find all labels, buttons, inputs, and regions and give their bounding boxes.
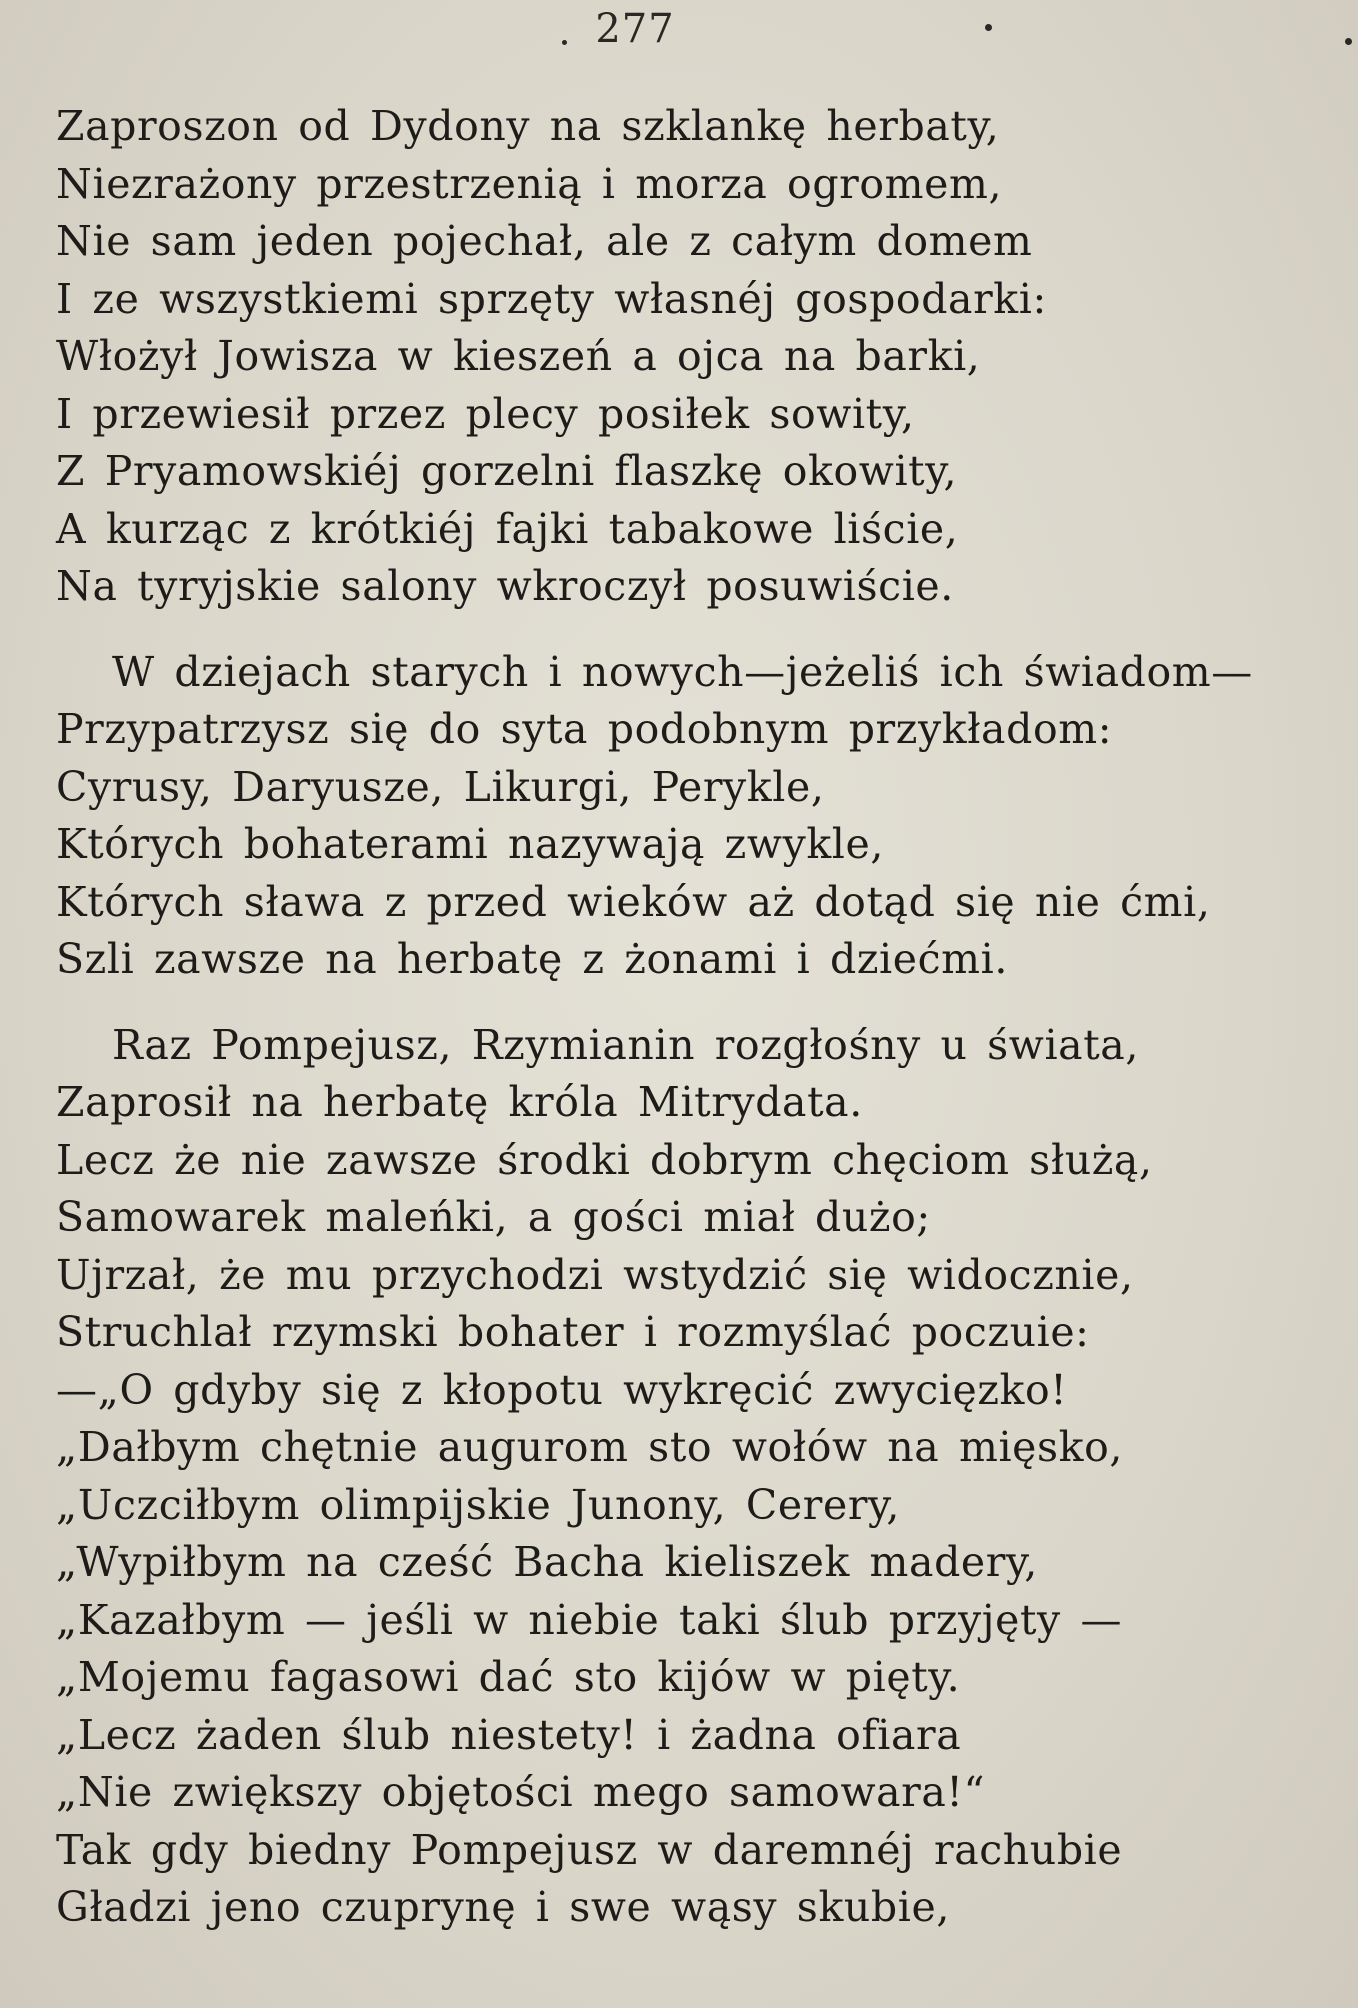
verse-line: Lecz że nie zawsze środki dobrym chęciom służą, [56,1135,1153,1184]
verse-line: „Nie zwiększy objętości mego samowara!“ [56,1768,986,1816]
verse-line: Na tyryjskie salony wkroczył posuwiście. [56,562,954,610]
verse-line: Ujrzał, że mu przychodzi wstydzić się widocznie, [56,1250,1134,1299]
verse-line: Zaprosił na herbatę króla Mitrydata. [56,1078,863,1126]
verse-line: „Lecz żaden ślub niestety! i żadna ofiara [56,1710,962,1759]
page-number: 277 [595,6,675,52]
verse-line: Z Pryamowskiéj gorzelni flaszkę okowity, [56,447,958,495]
verse-line: Włożył Jowisza w kieszeń a ojca na barki, [56,332,981,380]
verse-line: Których bohaterami nazywają zwykle, [56,820,884,868]
verse-line: Raz Pompejusz, Rzymianin rozgłośny u świata, [112,1020,1139,1069]
verse-line: Przypatrzysz się do syta podobnym przykładom: [56,705,1113,753]
ink-speck [562,40,567,45]
verse-line: —„O gdyby się z kłopotu wykręcić zwycięzko! [56,1365,1068,1414]
verse-line: Których sława z przed wieków aż dotąd się nie ćmi, [56,877,1211,926]
verse-line: Gładzi jeno czuprynę i swe wąsy skubie, [56,1883,950,1931]
ink-speck [985,24,992,31]
verse-line: Tak gdy biedny Pompejusz w daremnéj rachubie [56,1825,1123,1874]
verse-line: I przewiesił przez plecy posiłek sowity, [56,389,915,438]
verse-line: A kurząc z krótkiéj fajki tabakowe liście, [56,504,959,553]
verse-line: Niezrażony przestrzenią i morza ogromem, [56,159,1003,208]
ink-speck [1345,38,1352,45]
verse-line: W dziejach starych i nowych—jeżeliś ich świadom— [112,647,1253,696]
verse-line: Szli zawsze na herbatę z żonami i dziećmi. [56,935,1008,983]
verse-line: Nie sam jeden pojechał, ale z całym domem [56,217,1033,265]
stanza-3 [56,1017,1316,1937]
verse-line: „Dałbym chętnie augurom sto wołów na mięsko, [56,1423,1124,1471]
verse-line: Struchlał rzymski bohater i rozmyślać poczuie: [56,1308,1090,1356]
verse-line: I ze wszystkiemi sprzęty własnéj gospodarki: [56,274,1047,323]
verse-line: „Wypiłbym na cześć Bacha kieliszek madery, [56,1538,1038,1586]
poem-text [56,98,1316,1965]
verse-line: Zaproszon od Dydony na szklankę herbaty, [56,102,1000,150]
stanza-2 [56,644,1316,989]
verse-line: „Mojemu fagasowi dać sto kijów w pięty. [56,1653,961,1701]
verse-line: Cyrusy, Daryusze, Likurgi, Perykle, [56,762,825,811]
verse-line: Samowarek maleńki, a gości miał dużo; [56,1193,931,1241]
verse-line: „Uczciłbym olimpijskie Junony, Cerery, [56,1480,900,1529]
verse-line: „Kazałbym — jeśli w niebie taki ślub przyjęty — [56,1595,1123,1644]
stanza-1 [56,98,1316,616]
